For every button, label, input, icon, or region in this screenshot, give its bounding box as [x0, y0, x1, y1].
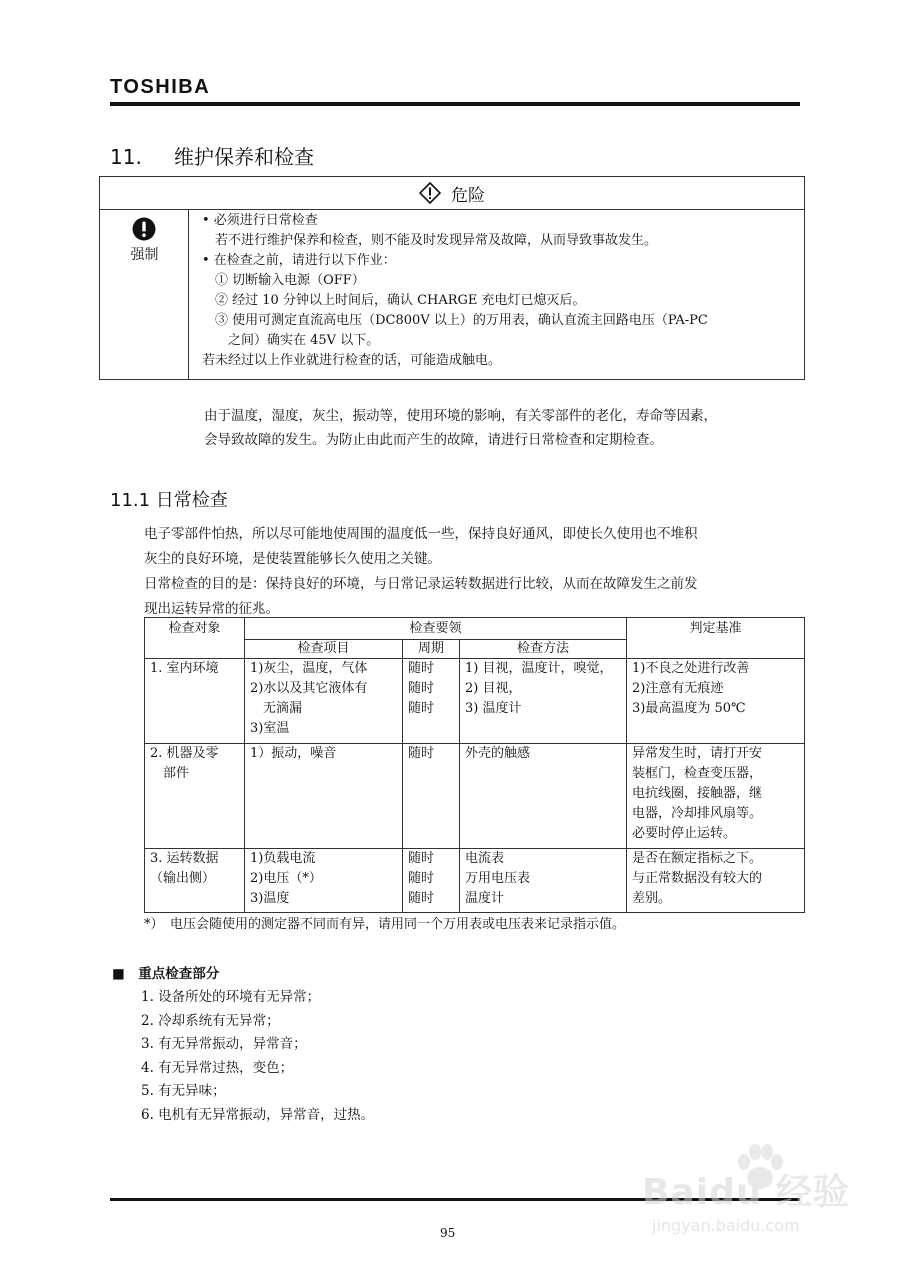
danger-line: ① 切断输入电源（OFF） [202, 273, 365, 288]
header-rule [110, 102, 800, 106]
danger-line: 若未经过以上作业就进行检查的话，可能造成触电。 [202, 353, 502, 368]
list-item: 1. 设备所处的环境有无异常； [141, 989, 321, 1005]
key-points-list [141, 986, 374, 1128]
cell-line: 部件 [150, 766, 190, 781]
list-item: 6. 电机有无异常振动，异常音，过热。 [141, 1106, 375, 1123]
danger-box [99, 176, 805, 380]
intro-line: 会导致故障的发生。为防止由此而产生的故障，请进行日常检查和定期检查。 [204, 432, 663, 448]
page-number: 95 [440, 1226, 456, 1240]
cell-line: 差别。 [632, 891, 672, 906]
cell-line: 随时 [408, 681, 435, 696]
inspection-table [144, 617, 805, 913]
cell-line: 外壳的触感 [465, 746, 531, 761]
table-row [145, 659, 805, 744]
list-item: 2. 冷却系统有无异常； [141, 1012, 280, 1029]
daily-paragraph [144, 522, 698, 622]
section-number: 11. [110, 145, 142, 169]
cell-line: 万用电压表 [465, 871, 531, 886]
cell-line: 2) 目视， [465, 681, 522, 696]
cell-methods [460, 659, 627, 744]
cell-criteria [627, 744, 805, 849]
cell-line: 随时 [408, 891, 435, 906]
danger-line: 若不进行维护保养和检查，则不能及时发现异常及故障，从而导致事故发生。 [202, 233, 658, 248]
table-row [145, 849, 805, 913]
cell-line: 异常发生时，请打开安 [632, 746, 763, 761]
cell-line: 电器，冷却排风扇等。 [632, 806, 763, 821]
daily-line: 电子零部件怕热，所以尽可能地使周围的温度低一些，保持良好通风，即使长久使用也不堆积 [144, 526, 698, 542]
daily-line: 灰尘的良好环境，是使装置能够长久使用之关键。 [144, 551, 441, 567]
header-method: 检查方法 [460, 640, 627, 659]
cell-items [245, 659, 403, 744]
cell-line: 温度计 [465, 891, 505, 906]
cell-line: 1. 室内环境 [150, 661, 219, 676]
cell-line: 随时 [408, 746, 435, 761]
cell-items [245, 849, 403, 913]
cell-criteria [627, 849, 805, 913]
danger-line: • 在检查之前，请进行以下作业： [202, 253, 396, 268]
cell-line: 是否在额定指标之下。 [632, 851, 763, 866]
list-item: 4. 有无异常过热，变色； [141, 1059, 294, 1076]
section-title-text: 维护保养和检查 [174, 145, 314, 169]
cell-line: 与正常数据没有较大的 [632, 871, 763, 886]
cell-target [145, 659, 245, 744]
cell-line: （输出侧） [150, 871, 216, 886]
cell-line: 装框门，检查变压器， [632, 766, 763, 781]
cell-line: 2)注意有无痕迹 [632, 681, 724, 696]
header-essentials: 检查要领 [245, 618, 627, 640]
cell-target [145, 849, 245, 913]
cell-line: 随时 [408, 871, 435, 886]
header-item: 检查项目 [245, 640, 403, 659]
daily-line: 现出运转异常的征兆。 [144, 601, 279, 617]
header-target: 检查对象 [145, 618, 245, 659]
cell-line: 无滴漏 [250, 701, 303, 716]
danger-header [100, 177, 804, 210]
header-period: 周期 [403, 640, 460, 659]
table-row [145, 744, 805, 849]
cell-line: 1) 目视，温度计，嗅觉， [465, 661, 613, 676]
cell-line: 2. 机器及零 [150, 746, 219, 761]
cell-line: 1)灰尘，温度，气体 [250, 661, 368, 676]
cell-line: 1）振动，噪音 [250, 746, 337, 761]
list-item: 3. 有无异常振动，异常音； [141, 1036, 307, 1053]
danger-line: • 必须进行日常检查 [202, 213, 318, 228]
danger-heading: 危险 [451, 185, 485, 206]
danger-line: 之间）确实在 45V 以下。 [202, 333, 380, 348]
list-item: 5. 有无异味； [141, 1083, 226, 1100]
cell-line: 随时 [408, 701, 435, 716]
header-criteria: 判定基准 [627, 618, 805, 659]
warning-icon [419, 182, 441, 204]
cell-periods [403, 659, 460, 744]
mandatory-label: 强制 [130, 247, 159, 263]
cell-line: 必要时停止运转。 [632, 826, 737, 841]
cell-line: 1)不良之处进行改善 [632, 661, 750, 676]
cell-items [245, 744, 403, 849]
intro-paragraph [204, 404, 717, 452]
cell-line: 3)最高温度为 50℃ [632, 701, 746, 716]
watermark-brand: Baidu 经验 [642, 1172, 851, 1213]
mandatory-cell [100, 210, 189, 379]
cell-line: 电流表 [465, 851, 505, 866]
cell-criteria [627, 659, 805, 744]
cell-line: 3)温度 [250, 891, 290, 906]
cell-line: 电抗线圈，接触器，继 [632, 786, 763, 801]
cell-methods [460, 744, 627, 849]
cell-line: 2)电压（*） [250, 871, 322, 886]
cell-line: 随时 [408, 661, 435, 676]
toshiba-logo: TOSHIBA [110, 76, 211, 98]
section-title [110, 141, 314, 170]
cell-methods [460, 849, 627, 913]
cell-target [145, 744, 245, 849]
subsection-title: 11.1 日常检查 [110, 490, 228, 511]
danger-line: ② 经过 10 分钟以上时间后，确认 CHARGE 充电灯已熄灭后。 [202, 293, 586, 308]
intro-line: 由于温度，湿度，灰尘，振动等，使用环境的影响，有关零部件的老化，寿命等因素， [204, 408, 717, 424]
cell-periods [403, 849, 460, 913]
key-points-title: ■ 重点检查部分 [112, 966, 220, 982]
danger-line: ③ 使用可测定直流高电压（DC800V 以上）的万用表，确认直流主回路电压（PA-PC [202, 313, 708, 328]
watermark-url: jingyan.baidu.com [652, 1216, 800, 1235]
cell-line: 随时 [408, 851, 435, 866]
cell-line: 3) 温度计 [465, 701, 522, 716]
mandatory-icon [132, 217, 156, 241]
cell-periods [403, 744, 460, 849]
cell-line: 3. 运转数据 [150, 851, 219, 866]
danger-body [190, 210, 804, 379]
cell-line: 2)水以及其它液体有 [250, 681, 368, 696]
baidu-watermark [612, 1140, 872, 1250]
cell-line: 3)室温 [250, 721, 290, 736]
table-footnote: *） 电压会随使用的测定器不同而有异，请用同一个万用表或电压表来记录指示值。 [144, 917, 626, 932]
daily-line: 日常检查的目的是：保持良好的环境，与日常记录运转数据进行比较，从而在故障发生之前发 [144, 576, 698, 592]
cell-line: 1)负载电流 [250, 851, 316, 866]
